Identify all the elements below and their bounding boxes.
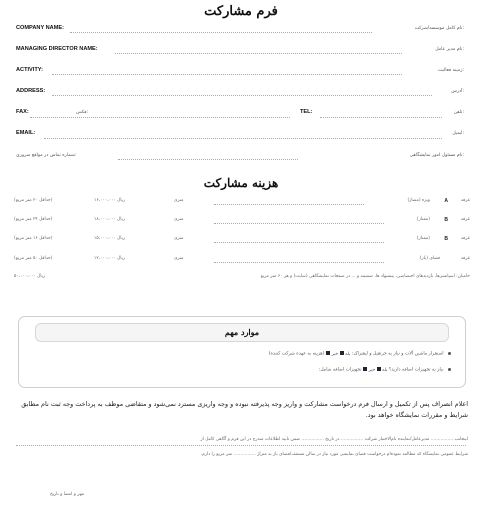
- row-category: فضای (باز): [419, 256, 440, 261]
- director-label-en: MANAGING DIRECTOR NAME:: [16, 46, 98, 52]
- contact-mobile-label-fa: شماره تماس در مواقع ضروری:: [16, 153, 77, 158]
- company-label-en: COMPANY NAME:: [16, 25, 64, 31]
- bullet-icon: [448, 352, 451, 355]
- notes-title: موارد مهم: [224, 327, 260, 337]
- row-unit: متری: [174, 256, 184, 261]
- signature-label: مهر و امضا و تاریخ: [50, 492, 85, 497]
- cost-row: [14, 236, 470, 246]
- row-letter: B: [444, 236, 448, 242]
- cost-title: هزینه مشارکت: [203, 176, 279, 190]
- bullet-icon: [448, 368, 451, 371]
- row-unit: متری: [174, 217, 184, 222]
- cost-row: [14, 256, 470, 266]
- form-title: فرم مشارکت: [204, 4, 278, 19]
- email-label-fa: ایمیل:: [452, 131, 464, 136]
- row-min: (حداقل ۲۴ متر مربع): [14, 217, 53, 222]
- address-label-fa: آدرس:: [451, 89, 464, 94]
- sponsor-price: ۵۰،۰۰۰،۰۰۰ ریال: [14, 274, 45, 279]
- checkbox-icon[interactable]: [363, 367, 367, 371]
- fax-label-en: FAX:: [16, 109, 29, 115]
- row-price: ۱۸،۰۰۰،۰۰۰ ریال: [94, 217, 125, 222]
- row-price: ۱۵،۰۰۰،۰۰۰ ریال: [94, 236, 125, 241]
- row-price: ۱۶،۰۰۰،۰۰۰ ریال: [94, 198, 125, 203]
- notes-header: [35, 323, 449, 342]
- tel-label-fa: تلفن:: [453, 110, 464, 115]
- activity-label-en: ACTIVITY:: [16, 67, 43, 73]
- cost-row: [14, 198, 470, 208]
- declaration-line-2: شرایط عمومی نمایشگاه که مطالعه نموده‌ام درخواست فضای نمایشی مورد نیاز در سالن مسقف/فضای باز به متراژ ................ متر مربع را دارم.: [200, 452, 468, 457]
- no-option[interactable]: خیر: [363, 368, 375, 373]
- row-letter: B: [444, 217, 448, 223]
- contact-label-fa: نام مسئول امور نمایشگاهی:: [409, 153, 464, 158]
- row-min: (حداقل ۱۶ متر مربع): [14, 236, 53, 241]
- row-label: غرفه: [460, 236, 470, 241]
- activity-label-fa: زمینه فعالیت:: [437, 68, 464, 73]
- note-line-2-text: نیاز به تجهیزات اضافه دارید؟: [388, 367, 444, 373]
- no-option[interactable]: خیر: [326, 352, 338, 357]
- important-notes-box: [18, 316, 466, 388]
- address-label-en: ADDRESS:: [16, 88, 46, 94]
- row-min: (حداقل ۲۰ متر مربع): [14, 198, 53, 203]
- email-label-en: EMAIL:: [16, 130, 36, 136]
- row-label: غرفه: [460, 256, 470, 261]
- checkbox-icon[interactable]: [377, 367, 381, 371]
- note-line-1-text: استقرار ماشین آلات و نیاز به جرثقیل و لیفتراک:: [351, 351, 444, 357]
- note-line-1-tail: (هزینه به عهده شرکت کننده): [268, 351, 325, 357]
- row-category: (ممتاز): [416, 236, 430, 241]
- note-line-2-tail: تجهیزات اضافه شامل:: [318, 367, 362, 373]
- row-unit: متری: [174, 236, 184, 241]
- cost-row: [14, 217, 470, 227]
- row-label: غرفه: [460, 217, 470, 222]
- row-price: ۱۲،۰۰۰،۰۰۰ ریال: [94, 256, 125, 261]
- row-label: غرفه: [460, 198, 470, 203]
- row-min: (حداقل ۵۰ متر مربع): [14, 256, 53, 261]
- director-label-fa: نام مدیر عامل:: [435, 47, 464, 52]
- cancellation-notice: اعلام انصراف پس از تکمیل و ارسال فرم درخواست مشارکت و واریز وجه پذیرفته نبوده و وجه واریزی مسترد نمی‌شود و متقاضی موظف به پرداخت وجه ثبت نام مطابق شرایط و مقررات نمایشگاه خواهد بود.: [21, 400, 468, 419]
- row-unit: متری: [174, 198, 184, 203]
- row-category: ویژه (ممتاز): [407, 198, 430, 203]
- tel-label-en: TEL:: [300, 109, 313, 115]
- checkbox-icon[interactable]: [340, 351, 344, 355]
- company-label-fa: نام کامل موسسه/شرکت:: [414, 26, 464, 31]
- yes-option[interactable]: بله: [377, 368, 388, 373]
- note-line-1: [269, 351, 451, 357]
- row-category: (ممتاز): [416, 217, 430, 222]
- note-line-2: [319, 367, 451, 373]
- sponsor-text: حامیان: اسپانسرها، بازدیدهای اختصاصی، پیشنهاد ها، ضمیمه و ... در صفحات نمایشگاهی (سایت) و هر ۶۰ متر مربع: [260, 274, 470, 279]
- sponsor-row: [14, 274, 470, 284]
- yes-option[interactable]: بله: [340, 352, 351, 357]
- declaration-line-1: اینجانب ................ مدیرعامل/نماینده تام‌الاختیار شرکت ................ در تاریخ ................ ضمن تایید اطلاعات مندرج در این فرم و آگاهی کامل از: [200, 437, 468, 442]
- fax-label-fa: فکس:: [76, 110, 89, 115]
- checkbox-icon[interactable]: [326, 351, 330, 355]
- row-letter: A: [444, 198, 448, 204]
